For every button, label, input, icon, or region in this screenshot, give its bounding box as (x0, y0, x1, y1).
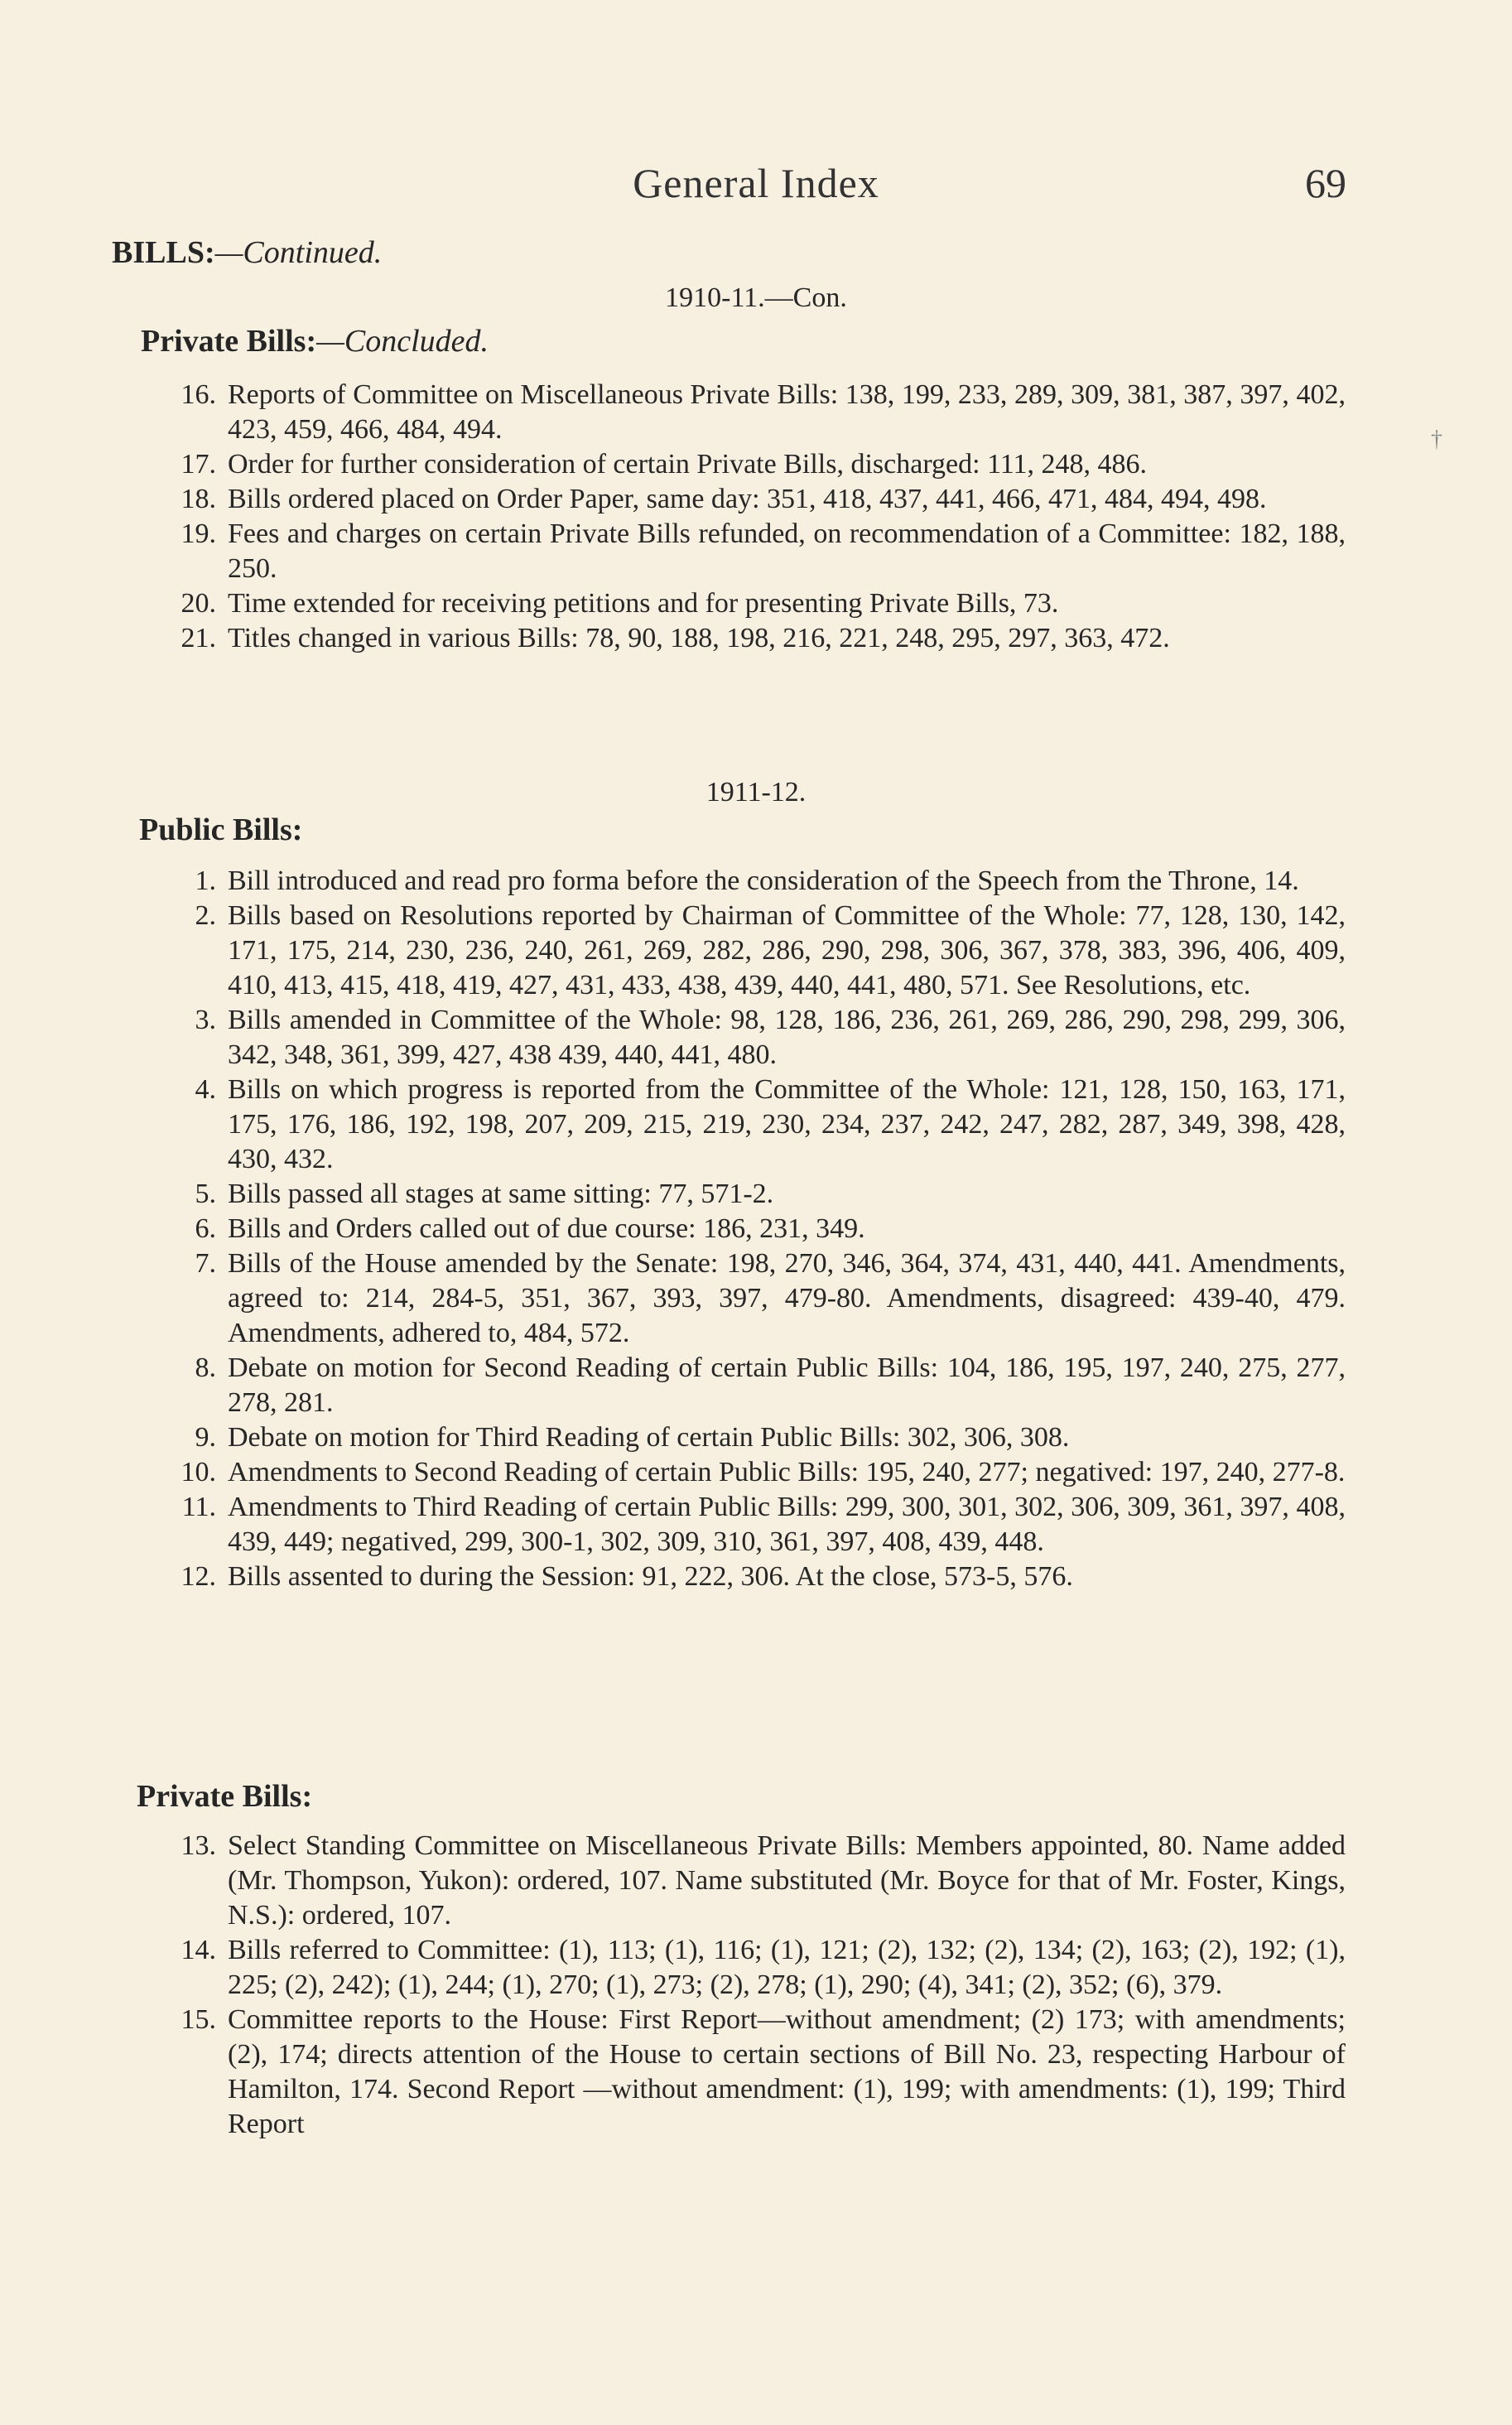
index-entry (180, 1073, 1346, 1177)
entry-text: Titles changed in various Bills: 78, 90, 188, 198, 216, 221, 248, 295, 297, 363, 472. (228, 623, 1170, 653)
index-entry (180, 1351, 1346, 1420)
entry-text: Time extended for receiving petitions and for presenting Private Bills, 73. (228, 588, 1059, 619)
index-entry (180, 1933, 1346, 2003)
entry-text: Order for further consideration of certain Private Bills, discharged: 111, 248, 486. (228, 449, 1148, 480)
subhead-private-bills: Private Bills: (137, 1779, 313, 1814)
entry-list-private-bills (180, 1829, 1346, 2142)
index-entry (180, 1246, 1346, 1351)
entry-text: Bills assented to during the Session: 91, 222, 306. At the close, 573-5, 576. (228, 1561, 1073, 1592)
entry-text: Amendments to Third Reading of certain Public Bills: 299, 300, 301, 302, 306, 309, 361, 397, 408, 439, 449; negatived, 299, 300-1, 302, 309, 310, 361, 397, 408, 439, 448. (228, 1492, 1346, 1557)
entry-number: 11. (181, 1492, 216, 1522)
subhead-label: Private Bills (141, 324, 306, 359)
entry-number: 18. (181, 484, 216, 514)
index-entry (180, 864, 1346, 899)
index-entry (180, 1177, 1346, 1212)
page-number: 69 (1305, 160, 1346, 206)
index-entry (180, 1212, 1346, 1246)
entry-number: 7. (195, 1248, 216, 1279)
entry-number: 8. (195, 1352, 216, 1383)
index-entry (180, 1455, 1346, 1490)
entry-number: 21. (181, 623, 216, 653)
entry-text: Debate on motion for Third Reading of certain Public Bills: 302, 306, 308. (228, 1422, 1070, 1453)
index-entry (180, 2003, 1346, 2142)
index-entry (180, 586, 1346, 621)
index-entry (180, 378, 1346, 447)
entry-number: 13. (181, 1830, 216, 1861)
subhead-private-bills-concluded: Private Bills:—Concluded. (141, 324, 489, 359)
entry-number: 15. (181, 2004, 216, 2035)
entry-number: 6. (195, 1213, 216, 1244)
entry-number: 9. (195, 1422, 216, 1453)
running-title: General Index (633, 160, 879, 206)
entry-text: Select Standing Committee on Miscellaneous Private Bills: Members appointed, 80. Name added (Mr. Thompson, Yukon): ordered, 107. Name substituted (Mr. Boyce for that of Mr. Foster, Kings, N.S.): ordered, 107. (228, 1830, 1346, 1931)
session-year-1911-12: 1911-12. (705, 777, 807, 808)
entry-number: 17. (181, 449, 216, 480)
entry-number: 19. (181, 518, 216, 549)
entry-text: Bills ordered placed on Order Paper, same day: 351, 418, 437, 441, 466, 471, 484, 494, 498. (228, 484, 1267, 514)
entry-text: Amendments to Second Reading of certain Public Bills: 195, 240, 277; negatived: 197, 240, 277-8. (228, 1457, 1346, 1487)
index-entry (180, 447, 1346, 482)
entry-number: 5. (195, 1179, 216, 1209)
entry-text: Bills referred to Committee: (1), 113; (1), 116; (1), 121; (2), 132; (2), 134; (2), 163; (2), 192; (1), 225; (2), 242); (1), 244; (1), 270; (1), 273; (2), 278; (1), 290; (4), 341; (2), 352; (6), 379. (228, 1935, 1346, 2000)
entry-text: Bills and Orders called out of due course: 186, 231, 349. (228, 1213, 865, 1244)
entry-number: 3. (195, 1005, 216, 1035)
section-heading-label: BILLS (112, 235, 205, 270)
index-entry (180, 1420, 1346, 1455)
subhead-public-bills: Public Bills: (139, 812, 303, 847)
entry-text: Bills passed all stages at same sitting: 77, 571-2. (228, 1179, 774, 1209)
entry-text: Committee reports to the House: First Report—without amendment; (2) 173; with amendments; (2), 174; directs attention of the House to certain sections of Bill No. 23, respecting Harbour of Hamilton, 174. Second Report —without amendment: (1), 199; with amendments: (1), 199; Third Report (228, 2004, 1346, 2139)
entry-text: Debate on motion for Second Reading of certain Public Bills: 104, 186, 195, 197, 240, 275, 277, 278, 281. (228, 1352, 1346, 1418)
session-year-1910-11: 1910-11.—Con. (665, 282, 847, 313)
index-entry (180, 482, 1346, 517)
entry-text: Bills amended in Committee of the Whole: 98, 128, 186, 236, 261, 269, 286, 290, 298, 299, 306, 342, 348, 361, 399, 427, 438 439, 440, 441, 480. (228, 1005, 1346, 1070)
index-entry (180, 1829, 1346, 1933)
entry-number: 16. (181, 379, 216, 410)
entry-text: Bills on which progress is reported from the Committee of the Whole: 121, 128, 150, 163, 171, 175, 176, 186, 192, 198, 207, 209, 215, 219, 230, 234, 237, 242, 247, 282, 287, 349, 398, 428, 430, 432. (228, 1074, 1346, 1174)
entry-list-public-bills (180, 864, 1346, 1594)
subhead-note: —Concluded. (316, 324, 489, 359)
entry-number: 2. (195, 900, 216, 931)
index-entry (180, 517, 1346, 586)
section-heading: BILLS:—Continued. (112, 235, 383, 270)
entry-list-1910-11 (180, 378, 1346, 656)
entry-text: Fees and charges on certain Private Bills refunded, on recommendation of a Committee: 182, 188, 250. (228, 518, 1346, 584)
index-entry (180, 1490, 1346, 1560)
entry-number: 20. (181, 588, 216, 619)
index-entry (180, 899, 1346, 1003)
entry-number: 4. (195, 1074, 216, 1105)
margin-mark: † (1431, 427, 1442, 452)
entry-text: Bills based on Resolutions reported by Chairman of Committee of the Whole: 77, 128, 130, 142, 171, 175, 214, 230, 236, 240, 261, 269, 282, 286, 290, 298, 306, 367, 378, 383, 396, 406, 409, 410, 413, 415, 418, 419, 427, 431, 433, 438, 439, 440, 441, 480, 571. See Resolutions, etc. (228, 900, 1346, 1000)
continued-note: —Continued. (214, 235, 383, 270)
entry-number: 1. (195, 865, 216, 896)
entry-number: 14. (181, 1935, 216, 1965)
index-entry (180, 621, 1346, 656)
entry-text: Bills of the House amended by the Senate: 198, 270, 346, 364, 374, 431, 440, 441. Amendments, agreed to: 214, 284-5, 351, 367, 393, 397, 479-80. Amendments, disagreed: 439-40, 479. Amendments, adhered to, 484, 572. (228, 1248, 1346, 1348)
entry-text: Bill introduced and read pro forma before the consideration of the Speech from the Throne, 14. (228, 865, 1299, 896)
index-entry (180, 1560, 1346, 1594)
entry-number: 12. (181, 1561, 216, 1592)
entry-number: 10. (181, 1457, 216, 1487)
entry-text: Reports of Committee on Miscellaneous Private Bills: 138, 199, 233, 289, 309, 381, 387, 397, 402, 423, 459, 466, 484, 494. (228, 379, 1346, 445)
index-entry (180, 1003, 1346, 1073)
